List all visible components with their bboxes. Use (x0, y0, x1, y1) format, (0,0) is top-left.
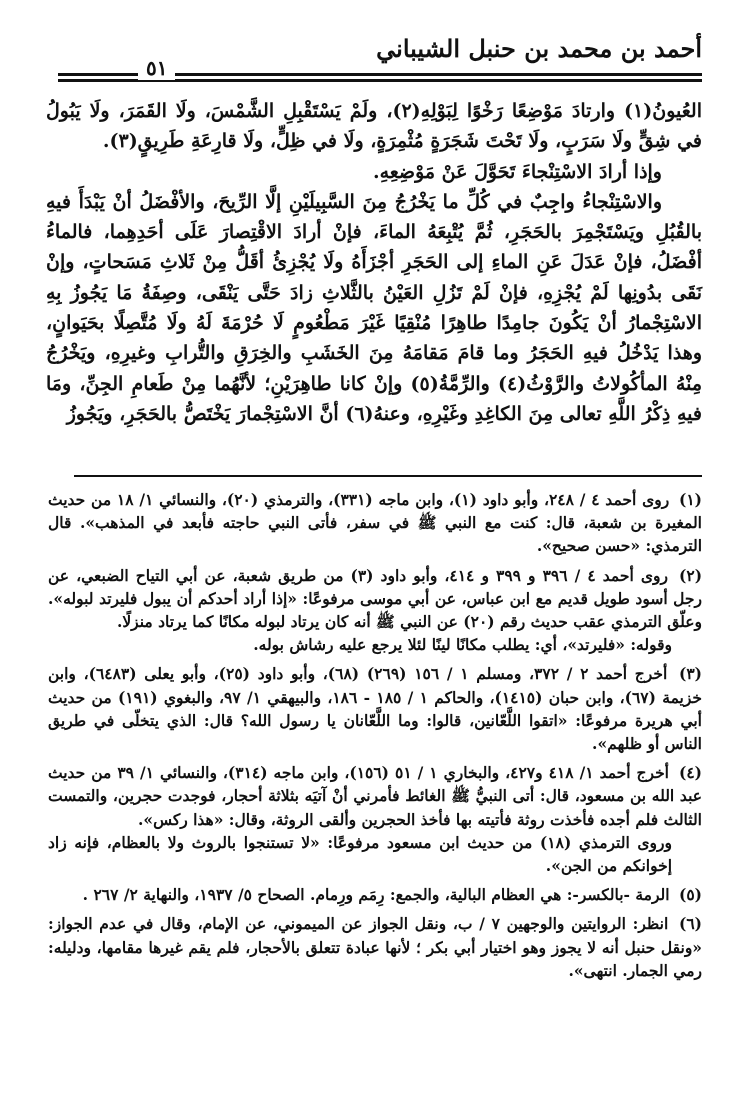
footnote-item (48, 564, 702, 657)
footnote-number: (٤) (678, 763, 702, 783)
footnote-text: أخرج أحمد ٢ / ٣٧٢، ومسلم ١ / ١٥٦ (٢٦٩) (٦٨)، وأبو داود (٢٥)، وأبو يعلى (٦٤٨٣)، وابن خزيمة (٦٧)، وابن حبان (١٤١٥)، والحاكم ١ / ١٨٥ - ١٨٦، والبيهقي ١/ ٩٧، والبغوي (١٩١) من حديث أبي هريرة مرفوعًا: «اتقوا اللَّعّانين، قالوا: وما اللَّعّانان يا رسول الله؟ قال: الذي يتخلّى في طريق الناس أو ظلهم». (48, 664, 702, 754)
footnote-number: (٦) (679, 914, 703, 934)
footnotes-section (48, 488, 702, 988)
footnote-text: أخرج أحمد ١/ ٤١٨ و٤٢٧، والبخاري ١ / ٥١ (١٥٦)، وابن ماجه (٣١٤)، والنسائي ١/ ٣٩ من حديث عبد الله بن مسعود، قال: أتى النبيُّ ﷺ الغائط فأمرني أنْ آتيَه بثلاثة أحجار، فوجدت حجرين، والتمست الثالث فلم أجده فأخذت روثة فأتيته بها فأخذ الحجرين وألقى الروثة، وقال: «هذا ركس». (48, 763, 702, 829)
footnote-item (48, 912, 702, 982)
footnote-item (48, 761, 702, 877)
footnote-separator (74, 475, 702, 477)
main-paragraph: وإذا أرادَ الاسْتِنْجاءَ تَحَوَّلَ عَنْ مَوْضِعِهِ. (372, 160, 662, 183)
footnote-number: (١) (678, 490, 702, 509)
footnote-item (48, 883, 702, 906)
main-text (46, 96, 702, 429)
footnote-number: (٥) (678, 885, 702, 905)
footnote-item (48, 488, 702, 558)
footnote-number: (٣) (678, 664, 702, 684)
footnote-text: انظر: الروايتين والوجهين ٧ / ب، ونقل الجواز عن الميموني، عن الإمام، وقال في عدم الجواز: «ونقل حنبل أنه لا يجوز وهو اختيار أبي بكر ؛ لأنها عبادة تتعلق بالأحجار، فلم يقم غيرها مقامها، ودليله: رمي الجمار. انتهى». (48, 914, 702, 980)
running-header (58, 30, 702, 82)
footnote-text: روى أحمد ٤ / ٢٤٨، وأبو داود (١)، وابن ماجه (٣٣١)، والترمذي (٢٠)، والنسائي ١/ ١٨ من حديث المغيرة بن شعبة، قال: كنت مع النبي ﷺ في سفر، فأتى النبي حاجته فأبعد في المذهب». قال الترمذي: «حسن صحيح». (48, 490, 702, 556)
footnote-number: (٢) (679, 565, 703, 585)
footnote-text: روى أحمد ٤ / ٣٩٦ و ٣٩٩ و ٤١٤، وأبو داود (٣) من طريق شعبة، عن أبي التياح الضبعي، عن رجل أسود طويل قديم مع ابن عباس، عن أبي موسى مرفوعًا: «إذا أراد أحدكم أن يبول فليرتد لبوله». وعلّق الترمذي عقب حديث رقم (٢٠) عن النبي ﷺ أنه كان يرتاد لبوله مكانًا كما يرتاد منزلًا. (48, 565, 702, 632)
footnote-continuation: وقوله: «فليرتد»، أي: يطلب مكانًا لينًا لئلا يرجع عليه رشاش بوله. (253, 635, 672, 655)
main-paragraph: العُيونُ(١) وارتادَ مَوْضِعًا رَخْوًا لِبَوْلِهِ(٢)، ولَمْ يَسْتَقْبِلِ الشَّمْسَ، ولَا القَمَرَ، ولَا يَبُولُ في شِقٍّ ولَا سَرَبٍ، ولَا تَحْتَ شَجَرَةٍ مُثْمِرَةٍ، ولَا في ظِلٍّ، ولَا قارِعَةِ طَرِيقٍ(٣). (46, 100, 702, 153)
main-paragraph: والاسْتِنْجاءُ واجِبٌ في كُلِّ ما يَخْرُجُ مِنَ السَّبِيلَيْنِ إلَّا الرِّيحَ، والأفْضَلُ أنْ يَبْدَأَ فيهِ بالقُبُلِ ويَسْتَجْمِرَ بالحَجَرِ، ثُمَّ يُتْبِعَهُ الماءَ، فإنْ أرادَ الاقْتِصارَ عَلَى أحَدِهِما، فالماءُ أفْضَلُ، فإنْ عَدَلَ عَنِ الماءِ إلى الحَجَرِ أجْزَأَهُ ولَا يُجْزِئُ أقَلُّ مِنْ ثَلاثِ مَسَحاتٍ، وإنْ نَقَى بدُونِها لَمْ يُجْزِهِ، فإنْ لَمْ تَزُلِ العَيْنُ بالثَّلاثِ زادَ حَتَّى يَنْقَى، وصِفَةُ مَا يَجُوزُ بِهِ الاسْتِجْمارُ أنْ يَكُونَ جامِدًا طاهِرًا مُنْقِيًا غَيْرَ مَطْعُومٍ لَا حُرْمَةَ لَهُ ولَا مُتَّصِلًا بحَيَوانٍ، وهذا يَدْخُلُ فيهِ الحَجَرُ وما قامَ مَقامَهُ مِنَ الخَشَبِ والخِرَقِ والتُّرابِ وغيرِهِ، ويَخْرُجُ مِنْهُ المأكُولاتُ والرَّوْثُ(٤) والرِّمَّةُ(٥) وإنْ كانا طاهِرَيْنِ؛ لأنَّهُما مِنْ طَعامِ الجِنِّ، ومَا فيهِ ذِكْرُ اللَّهِ تعالى مِنَ الكاغِدِ وغَيْرِهِ، وعنهُ(٦) أنَّ الاسْتِجْمارَ يَخْتَصُّ بالحَجَرِ، ويَجُوزُ (46, 190, 702, 425)
footnote-continuation: وروى الترمذي (١٨) من حديث ابن مسعود مرفوعًا: «لا تستنجوا بالروث ولا بالعظام، فإنه زاد إخوانكم من الجن». (48, 832, 673, 876)
running-title: أحمد بن محمد بن حنبل الشيباني (376, 34, 702, 63)
footnote-item (48, 662, 702, 755)
footnote-text: الرمة -بالكسر-: هي العظام البالية، والجمع: رِمَم ورِمام. الصحاح ٥/ ١٩٣٧، والنهاية ٢/ ٢٦٧ . (82, 885, 670, 905)
page-number: ٥١ (138, 56, 175, 80)
